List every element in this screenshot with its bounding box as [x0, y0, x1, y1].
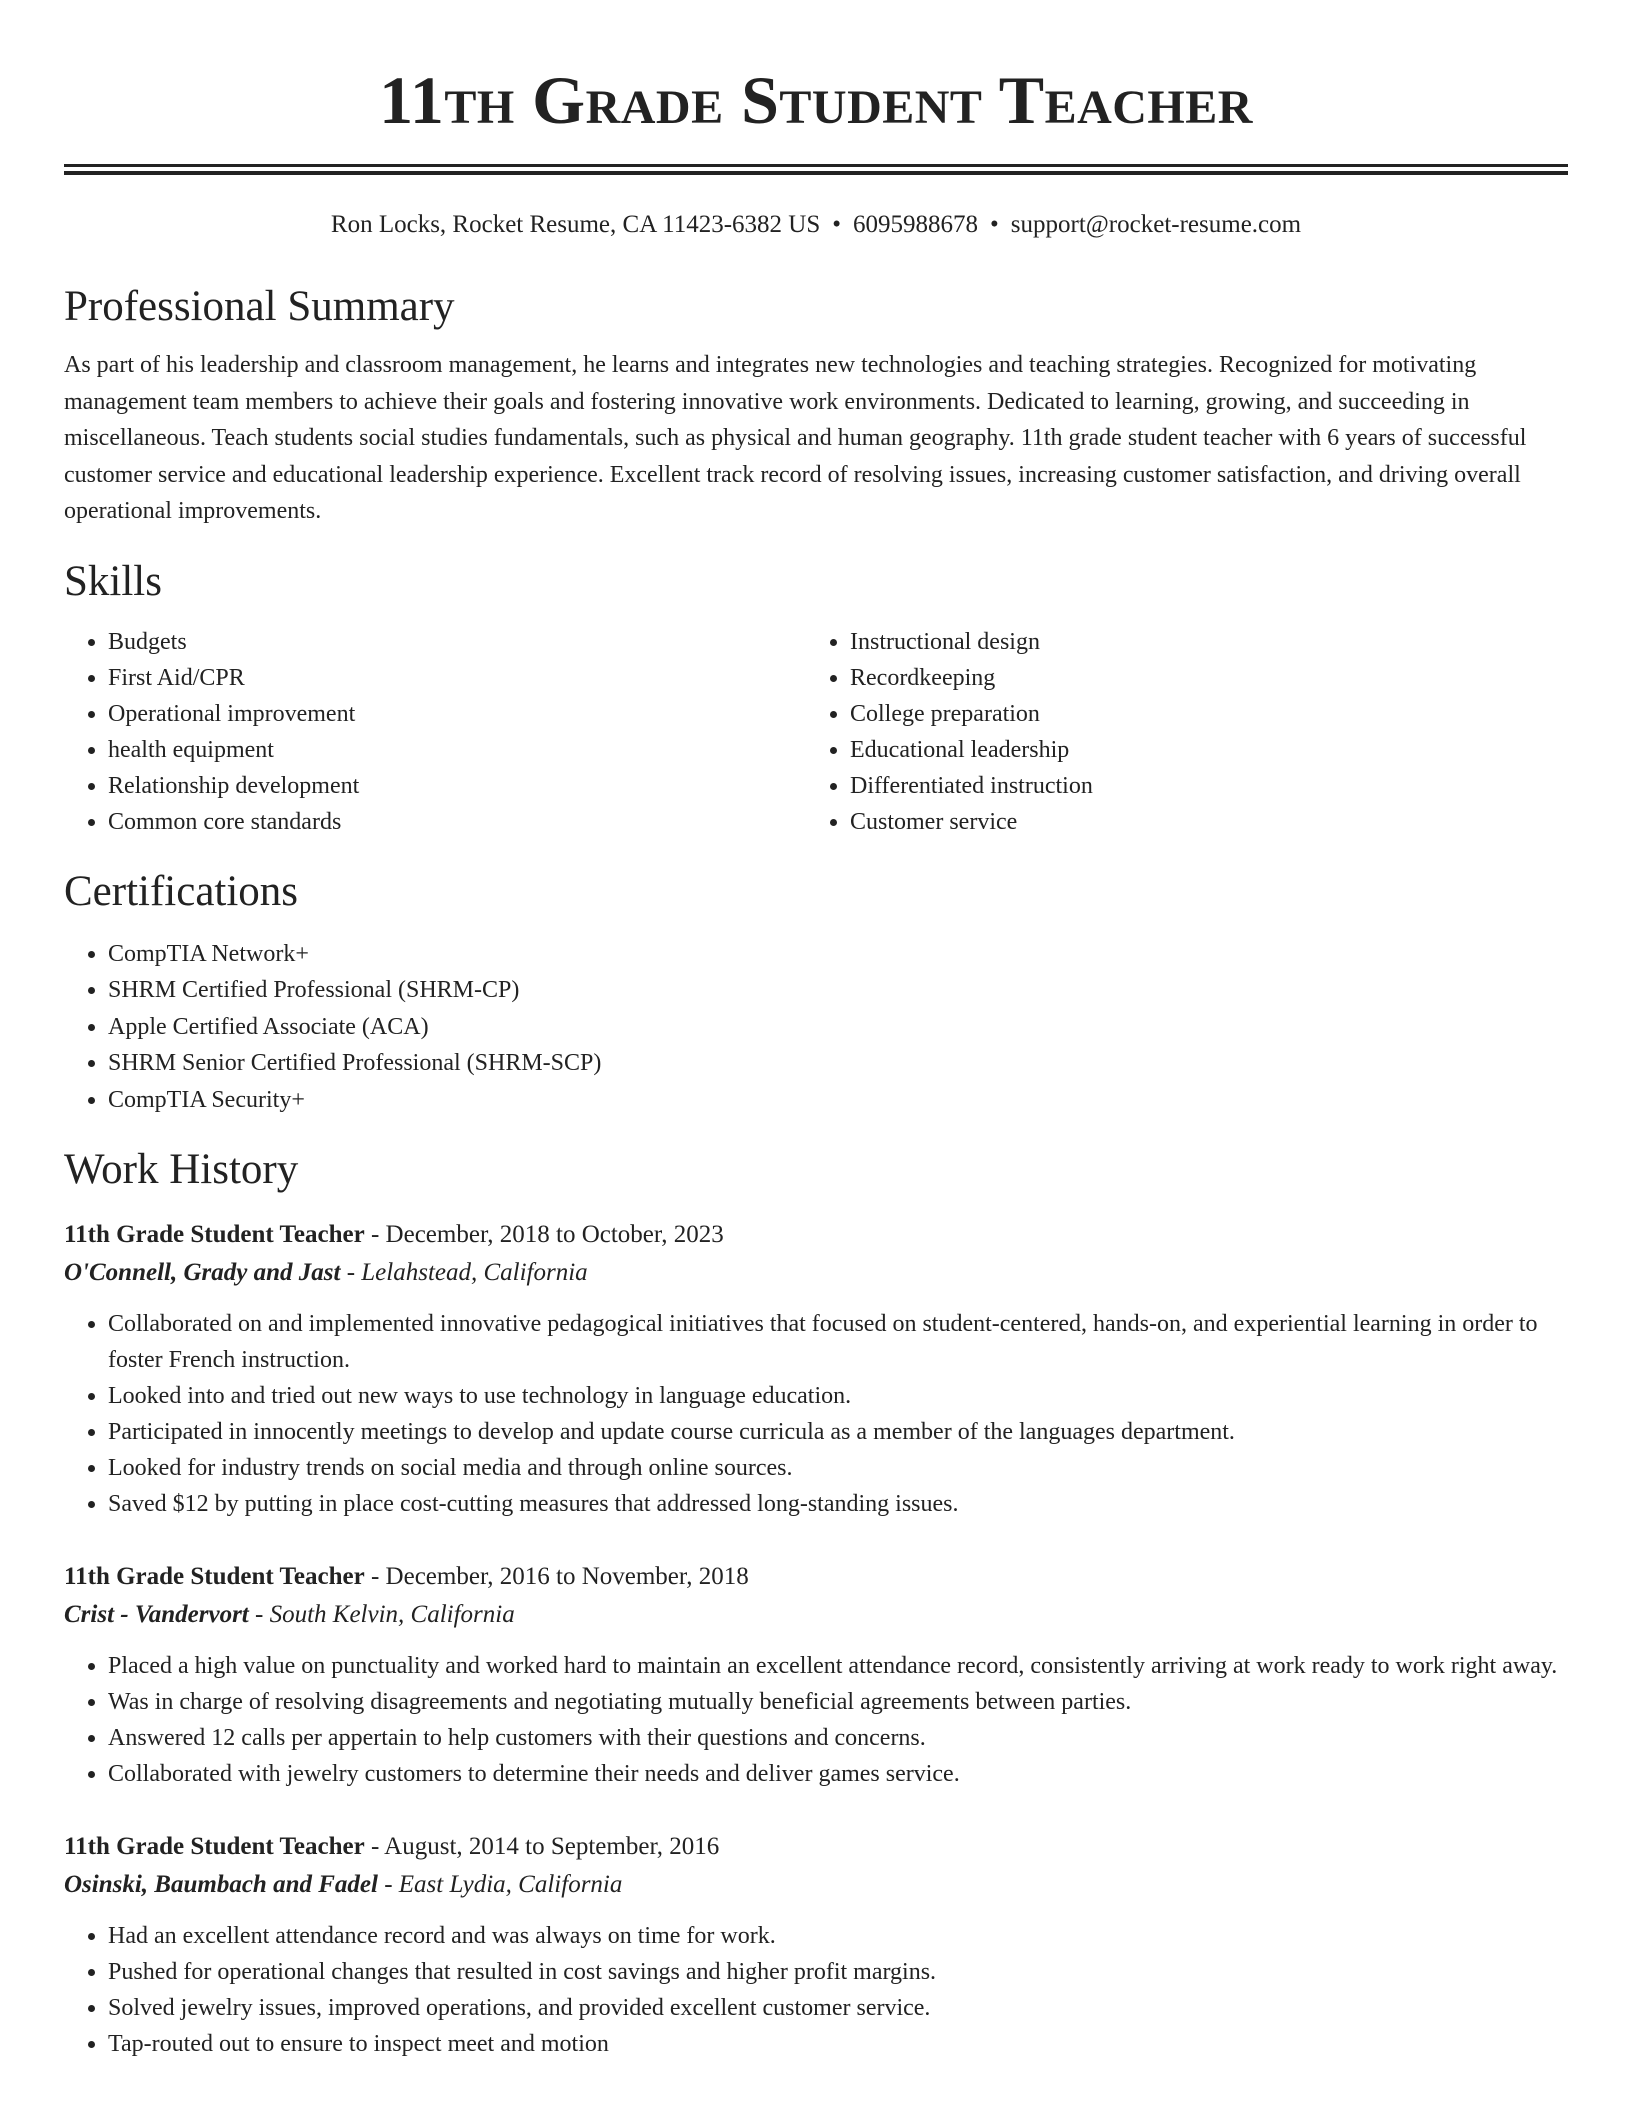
job-entry: [64, 1216, 1568, 1522]
job-bullet: • Had an excellent attendance record and was always on time for work.: [108, 1918, 1568, 1954]
skill-item: • Budgets: [108, 624, 806, 660]
skill-item: • Instructional design: [850, 624, 1566, 660]
contact-email: support@rocket-resume.com: [1010, 211, 1302, 238]
job-title-line: [64, 1216, 1568, 1254]
certification-item: • CompTIA Network+: [108, 936, 1568, 973]
certifications-heading: Certifications: [64, 867, 299, 915]
job-company-line: [64, 1866, 1568, 1904]
contact-separator: •: [832, 211, 842, 238]
job-bullet: • Saved $12 by putting in place cost-cutting measures that addressed long-standing issues.: [108, 1486, 1568, 1522]
skills-list-left: [64, 624, 806, 840]
skill-item: • First Aid/CPR: [108, 660, 806, 696]
job-bullet: • Looked into and tried out new ways to use technology in language education.: [108, 1378, 1568, 1414]
certifications-list: [64, 936, 1568, 1119]
contact-separator: •: [990, 211, 999, 238]
job-bullet: • Tap-routed out to ensure to inspect meet and motion: [108, 2026, 1568, 2062]
job-bullet: • Participated in innocently meetings to develop and update course curricula as a member of the languages department.: [108, 1414, 1568, 1450]
certification-item: • Apple Certified Associate (ACA): [108, 1009, 1568, 1046]
job-bullet: • Answered 12 calls per appertain to help customers with their questions and concerns.: [108, 1720, 1568, 1756]
skill-item: • Customer service: [850, 804, 1566, 840]
title-double-rule: [64, 164, 1568, 175]
job-company-line: [64, 1254, 1568, 1292]
skills-heading: Skills: [64, 557, 162, 605]
job-title-line: [64, 1558, 1568, 1596]
job-title: 11th Grade Student Teacher: [64, 1833, 365, 1860]
job-entry: [64, 1828, 1568, 2062]
skill-item: • Recordkeeping: [850, 660, 1566, 696]
job-dates: - December, 2016 to November, 2018: [364, 1563, 749, 1590]
job-bullet: • Was in charge of resolving disagreements and negotiating mutually beneficial agreements between parties.: [108, 1684, 1568, 1720]
certification-item: • SHRM Certified Professional (SHRM-CP): [108, 972, 1568, 1009]
skill-item: • College preparation: [850, 696, 1566, 732]
job-company: Osinski, Baumbach and Fadel: [64, 1871, 378, 1898]
skill-item: • Educational leadership: [850, 732, 1566, 768]
job-title-line: [64, 1828, 1568, 1866]
job-bullet: • Pushed for operational changes that resulted in cost savings and higher profit margins.: [108, 1954, 1568, 1990]
job-bullet: • Solved jewelry issues, improved operations, and provided excellent customer service.: [108, 1990, 1568, 2026]
job-location: - East Lydia, California: [377, 1871, 623, 1898]
job-title: 11th Grade Student Teacher: [64, 1221, 365, 1248]
resume-title: 11th Grade Student Teacher: [379, 62, 1253, 138]
job-location: - Lelahstead, California: [340, 1259, 588, 1286]
contact-line: [64, 209, 1568, 241]
skill-item: • health equipment: [108, 732, 806, 768]
job-company: Crist - Vandervort: [64, 1601, 249, 1628]
job-bullet: • Collaborated on and implemented innovative pedagogical initiatives that focused on student-centered, hands-on, and experiential learning in order to foster French instruction.: [108, 1306, 1568, 1378]
job-bullets: [64, 1918, 1568, 2062]
skill-item: • Differentiated instruction: [850, 768, 1566, 804]
job-bullet: • Placed a high value on punctuality and worked hard to maintain an excellent attendance record, consistently arriving at work ready to work right away.: [108, 1648, 1568, 1684]
job-dates: - August, 2014 to September, 2016: [364, 1833, 720, 1860]
summary-heading: Professional Summary: [64, 283, 455, 330]
certification-item: • CompTIA Security+: [108, 1082, 1568, 1119]
skill-item: • Relationship development: [108, 768, 806, 804]
contact-address: Ron Locks, Rocket Resume, CA 11423-6382 US: [330, 211, 821, 238]
job-location: - South Kelvin, California: [248, 1601, 515, 1628]
work-history-heading: Work History: [64, 1146, 299, 1193]
certification-item: • SHRM Senior Certified Professional (SHRM-SCP): [108, 1045, 1568, 1082]
skill-item: • Common core standards: [108, 804, 806, 840]
summary-text: As part of his leadership and classroom management, he learns and integrates new technologies and teaching strategies. Recognized for motivating management team members to achieve their goals and fostering innovative work environments. Dedicated to learning, growing, and succeeding in miscellaneous. Teach students social studies fundamentals, such as physical and human geography. 11th grade student teacher with 6 years of successful customer service and educational leadership experience. Excellent track record of resolving issues, increasing customer satisfaction, and driving overall operational improvements.: [64, 352, 1527, 524]
job-title: 11th Grade Student Teacher: [64, 1563, 365, 1590]
job-company: O'Connell, Grady and Jast: [64, 1259, 341, 1286]
job-dates: - December, 2018 to October, 2023: [364, 1221, 724, 1248]
job-company-line: [64, 1596, 1568, 1634]
skills-list-right: [806, 624, 1566, 840]
job-bullets: [64, 1306, 1568, 1522]
job-bullet: • Looked for industry trends on social media and through online sources.: [108, 1450, 1568, 1486]
job-bullet: • Collaborated with jewelry customers to determine their needs and deliver games service.: [108, 1756, 1568, 1792]
job-bullets: [64, 1648, 1568, 1792]
skill-item: • Operational improvement: [108, 696, 806, 732]
skills-columns: [64, 624, 1568, 840]
job-entry: [64, 1558, 1568, 1792]
contact-phone: 6095988678: [853, 211, 979, 238]
